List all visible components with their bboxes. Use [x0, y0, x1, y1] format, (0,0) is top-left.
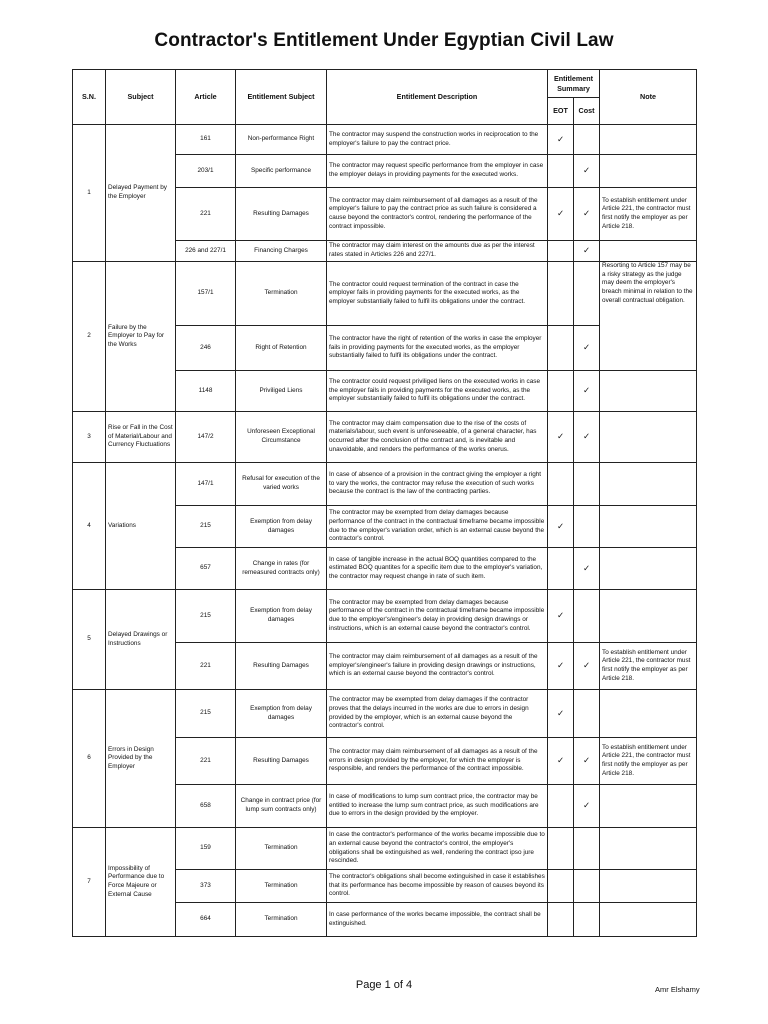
row-article: 221	[176, 643, 236, 690]
cost-check: ✓	[574, 326, 600, 371]
row-subject: Errors in Design Provided by the Employer	[106, 690, 176, 828]
row-note	[600, 870, 697, 903]
row-entitlement-subject: Non-performance Right	[236, 125, 327, 155]
header-sn: S.N.	[73, 70, 106, 125]
row-article: 215	[176, 590, 236, 643]
row-sn: 3	[73, 412, 106, 463]
row-article: 658	[176, 785, 236, 828]
row-entitlement-subject: Termination	[236, 262, 327, 326]
cost-check: ✓	[574, 155, 600, 188]
cost-check	[574, 590, 600, 643]
table-row	[73, 262, 697, 326]
row-subject: Failure by the Employer to Pay for the Works	[106, 262, 176, 412]
eot-check	[548, 371, 574, 412]
cost-check: ✓	[574, 371, 600, 412]
row-description: In case the contractor's performance of the works became impossible due to an external cause beyond the contractor's control, the employer's obligations shall be extinguished as well, rendering the contract ipso jure rescinded.	[327, 828, 548, 870]
row-entitlement-subject: Specific performance	[236, 155, 327, 188]
eot-check	[548, 463, 574, 506]
eot-check	[548, 262, 574, 326]
cost-check: ✓	[574, 241, 600, 262]
row-article: 147/1	[176, 463, 236, 506]
table-row	[73, 463, 697, 506]
row-description: The contractor could request termination of the contract in case the employer fails in providing payments for the executed works, as the employer substantially failed to fulfil its obligations under the contract.	[327, 262, 548, 326]
row-description: In case of modifications to lump sum contract price, the contractor may be entitled to increase the lump sum contract price, as such modifications are due to errors in the design provided by the employer.	[327, 785, 548, 828]
row-article: 246	[176, 326, 236, 371]
eot-check	[548, 548, 574, 590]
row-note	[600, 590, 697, 643]
row-article: 221	[176, 188, 236, 241]
cost-check: ✓	[574, 188, 600, 241]
page-title: Contractor's Entitlement Under Egyptian Civil Law	[154, 30, 614, 51]
row-article: 664	[176, 903, 236, 937]
row-note	[600, 548, 697, 590]
header-entitlement-description: Entitlement Description	[327, 70, 548, 125]
table-row	[73, 828, 697, 870]
row-entitlement-subject: Financing Charges	[236, 241, 327, 262]
row-sn: 6	[73, 690, 106, 828]
row-entitlement-subject: Exemption from delay damages	[236, 590, 327, 643]
row-subject: Variations	[106, 463, 176, 590]
row-note	[600, 785, 697, 828]
eot-check	[548, 828, 574, 870]
row-sn: 2	[73, 262, 106, 412]
header-entitlement-summary: Entitlement Summary	[548, 70, 600, 98]
cost-check	[574, 463, 600, 506]
cost-check	[574, 828, 600, 870]
row-description: The contractor may be exempted from delay damages because performance of the contract in the contractual timeframe became impossible due to the employer's/engineer's delay in providing design drawings or instructions, which is an external cause beyond the contractor's control.	[327, 590, 548, 643]
row-description: The contractor may be exempted from delay damages if the contractor proves that the delays incurred in the works are due to errors in design provided by the employer, which is an external cause beyond the contractor's control.	[327, 690, 548, 738]
row-description: The contractor may claim reimbursement of all damages as a result of the employer's/engineer's failure in providing design drawings or instructions, which is an external cause beyond the contractor's control.	[327, 643, 548, 690]
row-note	[600, 828, 697, 870]
row-sn: 7	[73, 828, 106, 937]
row-note	[600, 371, 697, 412]
eot-check: ✓	[548, 643, 574, 690]
cost-check	[574, 903, 600, 937]
cost-check: ✓	[574, 643, 600, 690]
row-subject: Impossibility of Performance due to Force Majeure or External Cause	[106, 828, 176, 937]
row-entitlement-subject: Priviliged Liens	[236, 371, 327, 412]
eot-check	[548, 326, 574, 371]
row-note	[600, 690, 697, 738]
cost-check	[574, 506, 600, 548]
entitlement-table	[72, 69, 697, 937]
header-entitlement-subject: Entitlement Subject	[236, 70, 327, 125]
table-row	[73, 690, 697, 738]
eot-check: ✓	[548, 412, 574, 463]
row-note	[600, 903, 697, 937]
row-entitlement-subject: Resulting Damages	[236, 188, 327, 241]
row-article: 657	[176, 548, 236, 590]
row-entitlement-subject: Unforeseen Exceptional Circumstance	[236, 412, 327, 463]
row-article: 373	[176, 870, 236, 903]
row-article: 1148	[176, 371, 236, 412]
row-subject: Delayed Payment by the Employer	[106, 125, 176, 262]
row-description: The contractor have the right of retention of the works in case the employer fails in providing payments for the executed works, as the employer substantially failed to fulfil its obligations under the contract.	[327, 326, 548, 371]
cost-check: ✓	[574, 548, 600, 590]
eot-check: ✓	[548, 690, 574, 738]
row-description: The contractor may claim reimbursement of all damages as a result of the errors in design provided by the employer, for which the employer is responsible, and renders the performance of the contract impossible.	[327, 738, 548, 785]
row-entitlement-subject: Refusal for execution of the varied works	[236, 463, 327, 506]
header-note: Note	[600, 70, 697, 125]
row-sn: 4	[73, 463, 106, 590]
eot-check: ✓	[548, 506, 574, 548]
cost-check: ✓	[574, 738, 600, 785]
row-article: 203/1	[176, 155, 236, 188]
row-description: The contractor may claim reimbursement of all damages as a result of the employer's failure to pay the contract price as such failure is considered a cause beyond the contractor's control, rendering the performance of the contract impossible.	[327, 188, 548, 241]
row-entitlement-subject: Exemption from delay damages	[236, 690, 327, 738]
row-subject: Delayed Drawings or Instructions	[106, 590, 176, 690]
table-row	[73, 412, 697, 463]
row-article: 215	[176, 506, 236, 548]
table-body	[73, 125, 697, 937]
row-description: In case of absence of a provision in the contract giving the employer a right to vary the works, the contractor may refuse the execution of such works because the contract is the law of the contracting parties.	[327, 463, 548, 506]
row-note: To establish entitlement under Article 221, the contractor must first notify the employer as per Article 218.	[600, 188, 697, 241]
row-article: 226 and 227/1	[176, 241, 236, 262]
eot-check: ✓	[548, 590, 574, 643]
cost-check	[574, 125, 600, 155]
row-entitlement-subject: Termination	[236, 828, 327, 870]
table-row	[73, 125, 697, 155]
row-description: The contractor may request specific performance from the employer in case the employer delays in providing payments for the executed works.	[327, 155, 548, 188]
row-sn: 1	[73, 125, 106, 262]
row-entitlement-subject: Termination	[236, 870, 327, 903]
cost-check	[574, 870, 600, 903]
table-row	[73, 590, 697, 643]
row-subject: Rise or Fall in the Cost of Material/Labour and Currency Fluctuations	[106, 412, 176, 463]
row-article: 157/1	[176, 262, 236, 326]
page-number: Page 1 of 4	[355, 979, 413, 991]
row-note	[600, 506, 697, 548]
row-note	[600, 463, 697, 506]
row-description: The contractor may be exempted from delay damages because performance of the contract in the contractual timeframe became impossible due to the employer's variation order, which is an external cause beyond the contractor's control.	[327, 506, 548, 548]
row-article: 161	[176, 125, 236, 155]
cost-check: ✓	[574, 412, 600, 463]
row-entitlement-subject: Resulting Damages	[236, 738, 327, 785]
cost-check	[574, 690, 600, 738]
header-subject: Subject	[106, 70, 176, 125]
row-note	[600, 412, 697, 463]
row-description: The contractor could request priviliged liens on the executed works in case the employer fails in providing payments for the executed works, as the employer substantially failed to fulfil its obligations under the contract.	[327, 371, 548, 412]
header-eot: EOT	[548, 98, 574, 125]
row-article: 215	[176, 690, 236, 738]
row-entitlement-subject: Change in rates (for remeasured contracts only)	[236, 548, 327, 590]
row-article: 147/2	[176, 412, 236, 463]
row-entitlement-subject: Change in contract price (for lump sum contracts only)	[236, 785, 327, 828]
row-entitlement-subject: Exemption from delay damages	[236, 506, 327, 548]
row-description: In case of tangible increase in the actual BOQ quantities compared to the estimated BOQ quantites for a specific item due to the employer's variation, the contractor may request change in rate of such item.	[327, 548, 548, 590]
cost-check: ✓	[574, 785, 600, 828]
row-note	[600, 125, 697, 155]
row-sn: 5	[73, 590, 106, 690]
row-article: 221	[176, 738, 236, 785]
row-note	[600, 155, 697, 188]
row-description: The contractor's obligations shall become extinguished in case it establishes that its performance has become impossible by reason of causes beyond its control.	[327, 870, 548, 903]
eot-check: ✓	[548, 125, 574, 155]
row-note: To establish entitlement under Article 221, the contractor must first notify the employer as per Article 218.	[600, 738, 697, 785]
row-description: The contractor may claim compensation due to the rise of the costs of materials/labour, such event is unforeseeable, of a general character, has occurred after the conclusion of the contract and, is inevitable and unavoidable, and renders the performance of the works onerus.	[327, 412, 548, 463]
row-entitlement-subject: Right of Retention	[236, 326, 327, 371]
row-entitlement-subject: Resulting Damages	[236, 643, 327, 690]
eot-check	[548, 155, 574, 188]
eot-check: ✓	[548, 188, 574, 241]
row-article: 159	[176, 828, 236, 870]
header-cost: Cost	[574, 98, 600, 125]
eot-check	[548, 241, 574, 262]
row-entitlement-subject: Termination	[236, 903, 327, 937]
eot-check: ✓	[548, 738, 574, 785]
row-description: The contractor may claim interest on the amounts due as per the interest rates stated in Articles 226 and 227/1.	[327, 241, 548, 262]
header-article: Article	[176, 70, 236, 125]
eot-check	[548, 870, 574, 903]
cost-check	[574, 262, 600, 326]
eot-check	[548, 903, 574, 937]
row-description: In case performance of the works became impossible, the contract shall be extinguished.	[327, 903, 548, 937]
eot-check	[548, 785, 574, 828]
row-note	[600, 241, 697, 262]
row-description: The contractor may suspend the construction works in reciprocation to the employer's failure to pay the contract price.	[327, 125, 548, 155]
row-note: Resorting to Article 157 may be a risky strategy as the judge may deem the employer's breach minimal in relation to the overall contractual obligation.	[600, 262, 697, 371]
author-name: Amr Elshamy	[655, 985, 700, 994]
row-note: To establish entitlement under Article 221, the contractor must first notify the employer as per Article 218.	[600, 643, 697, 690]
